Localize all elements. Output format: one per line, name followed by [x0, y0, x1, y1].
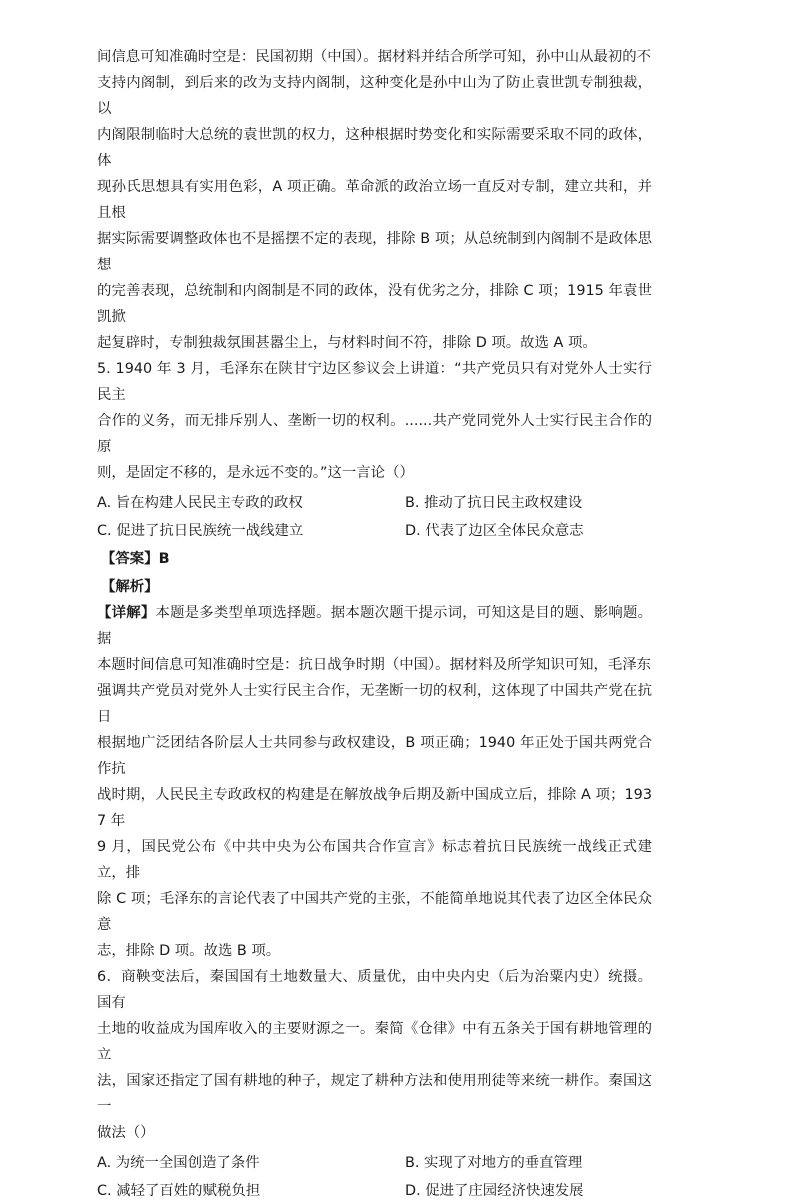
text-line: 的完善表现，总统制和内阁制是不同的政体，没有优劣之分，排除 C 项；1915 年袁世凯掀 [97, 283, 652, 325]
option-d: D. 代表了边区全体民众意志 [405, 523, 584, 539]
question-stem-line: 法，国家还指定了国有耕地的种子，规定了耕种方法和使用刑徒等来统一耕作。秦国这一 [97, 1073, 652, 1115]
answer-value: B [158, 551, 170, 567]
text-line: 据实际需要调整政体也不是摇摆不定的表现，排除 B 项；从总统制到内阁制不是政体思想 [97, 231, 652, 273]
option-a: A. 旨在构建人民民主专政的政权 [97, 495, 303, 511]
option-a: A. 为统一全国创造了条件 [97, 1155, 260, 1171]
question-stem-line: 做法（） [97, 1125, 155, 1141]
previous-explanation [97, 44, 652, 356]
detail-line: 除 C 项；毛泽东的言论代表了中国共产党的主张，不能简单地说其代表了边区全体民众意 [97, 891, 652, 933]
option-d: D. 促进了庄园经济快速发展 [405, 1183, 584, 1199]
detail-line: 志，排除 D 项。故选 B 项。 [97, 943, 281, 959]
text-line: 起复辟时，专制独裁氛围甚嚣尘上，与材料时间不符，排除 D 项。故选 A 项。 [97, 335, 597, 351]
detail-line [97, 600, 652, 652]
option-c: C. 减轻了百姓的赋税负担 [97, 1183, 261, 1199]
text-line: 内阁限制临时大总统的袁世凯的权力，这种根据时势变化和实际需要采取不同的政体，体 [97, 127, 652, 169]
text-line: 现孙氏思想具有实用色彩，A 项正确。革命派的政治立场一直反对专制，建立共和，并且根 [97, 179, 652, 221]
answer-label: 【答案】 [101, 551, 159, 567]
options-row [97, 1150, 652, 1176]
question-stem-line: 则，是固定不移的，是永远不变的。”这一言论（） [97, 465, 414, 481]
question-stem-line: 6．商鞅变法后，秦国国有土地数量大、质量优，由中央内史（后为治粟内史）统摄。国有 [97, 969, 652, 1011]
detail-line: 9 月，国民党公布《中共中央为公布国共合作宣言》标志着抗日民族统一战线正式建立，排 [97, 839, 652, 881]
detail-line: 强调共产党员对党外人士实行民主合作，无垄断一切的权利，这体现了中国共产党在抗日 [97, 683, 652, 725]
option-b: B. 推动了抗日民主政权建设 [405, 495, 583, 511]
question-5 [97, 356, 652, 964]
answer-line [97, 546, 652, 572]
options-row [97, 1178, 652, 1204]
detail-line: 战时期，人民民主专政政权的构建是在解放战争后期及新中国成立后，排除 A 项；1937 年 [97, 787, 652, 829]
document-page [97, 44, 652, 1204]
text-line: 间信息可知准确时空是：民国初期（中国）。据材料并结合所学可知，孙中山从最初的不 [97, 49, 652, 65]
question-stem-line: 合作的义务，而无排斥别人、垄断一切的权利。......共产党同党外人士实行民主合作的原 [97, 413, 652, 455]
text-line: 支持内阁制，到后来的改为支持内阁制，这种变化是孙中山为了防止袁世凯专制独裁，以 [97, 75, 652, 117]
analysis-line [97, 574, 652, 600]
question-stem-line: 5. 1940 年 3 月，毛泽东在陕甘宁边区参议会上讲道：“共产党员只有对党外人士实行民主 [97, 361, 652, 403]
option-b: B. 实现了对地方的垂直管理 [405, 1155, 583, 1171]
options-row [97, 490, 652, 516]
question-6 [97, 964, 652, 1204]
detail-line: 本题时间信息可知准确时空是：抗日战争时期（中国）。据材料及所学知识可知，毛泽东 [97, 657, 652, 673]
analysis-label: 【解析】 [101, 579, 159, 595]
detail-line: 根据地广泛团结各阶层人士共同参与政权建设，B 项正确；1940 年正处于国共两党合作抗 [97, 735, 652, 777]
option-c: C. 促进了抗日民族统一战线建立 [97, 523, 304, 539]
detail-text: 本题是多类型单项选择题。据本题次题干提示词，可知这是目的题、影响题。据 [97, 605, 652, 647]
question-stem-line: 土地的收益成为国库收入的主要财源之一。秦简《仓律》中有五条关于国有耕地管理的立 [97, 1021, 652, 1063]
options-row [97, 518, 652, 544]
detail-label: 【详解】 [97, 605, 156, 621]
